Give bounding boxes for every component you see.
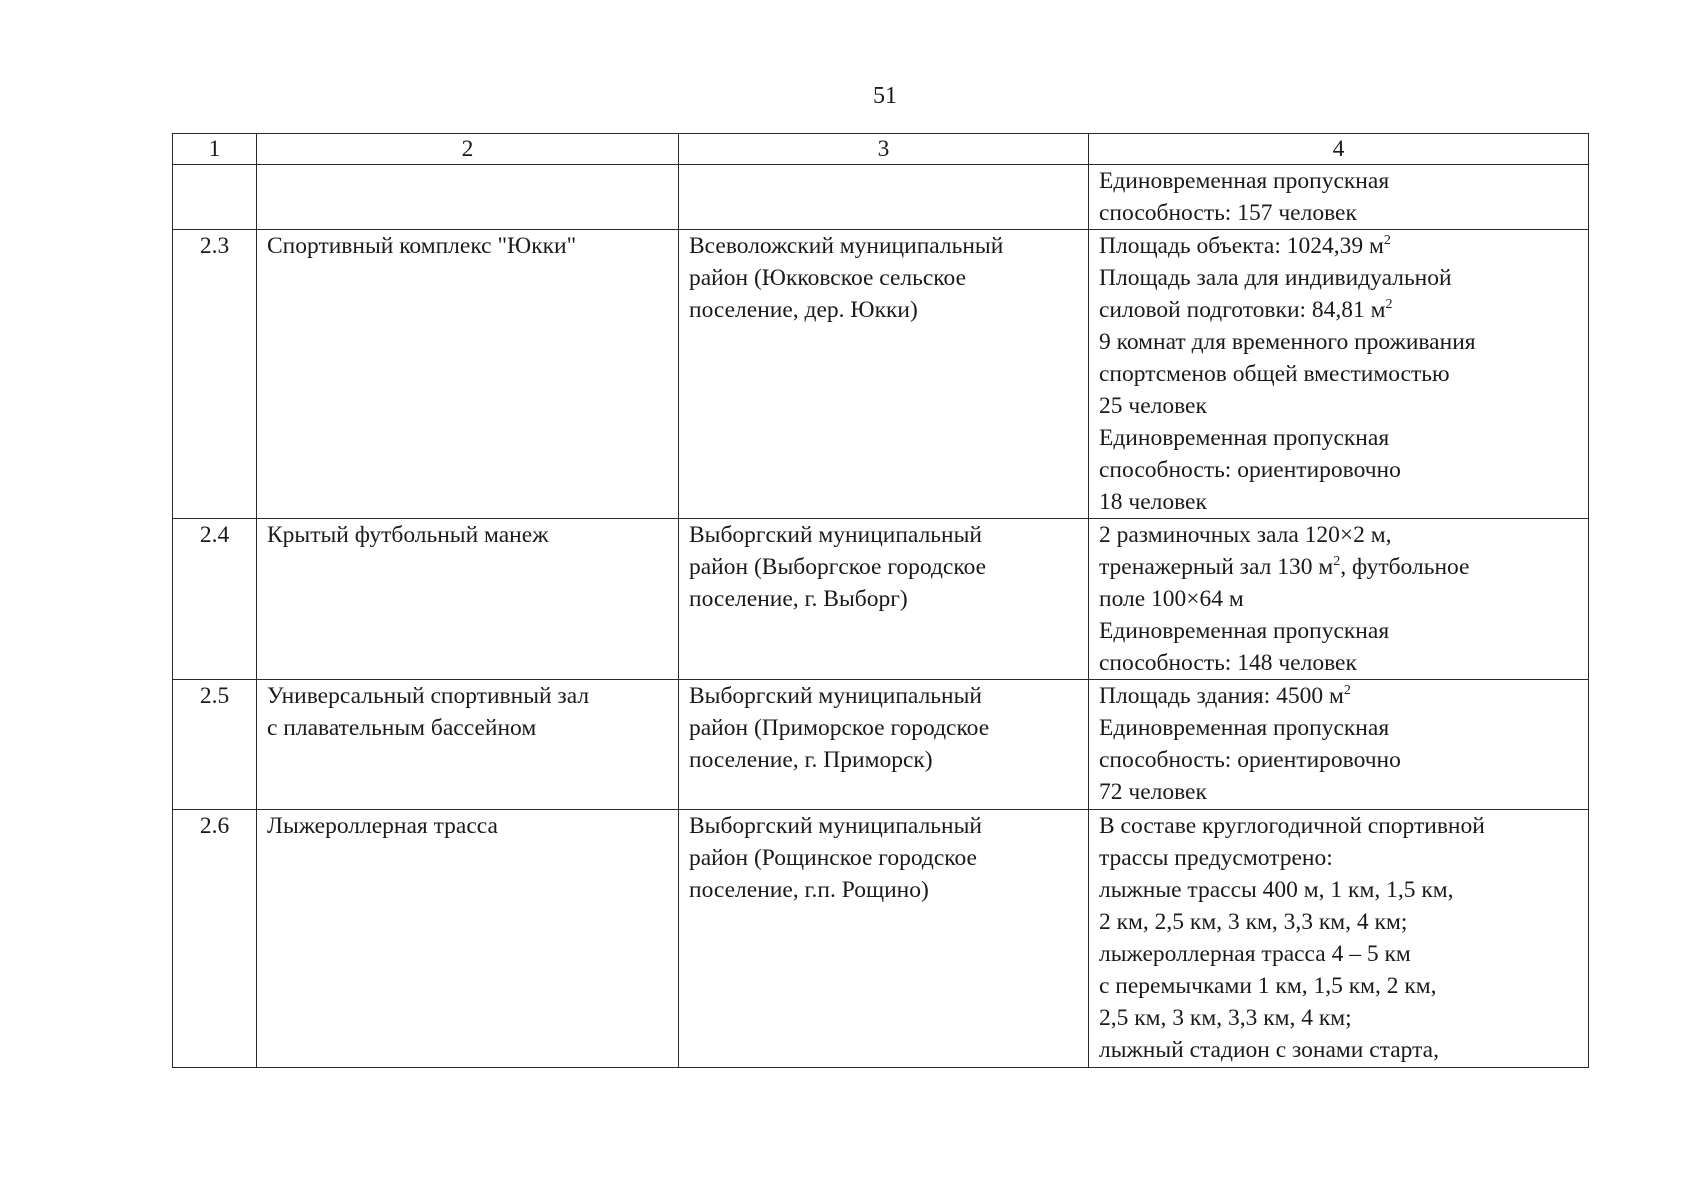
- location-line: поселение, г. Выборг): [689, 586, 908, 612]
- superscript: 2: [1333, 554, 1341, 569]
- facility-name: [257, 519, 679, 680]
- details-line: 2,5 км, 3 км, 3,3 км, 4 км;: [1099, 1005, 1352, 1031]
- details-line: 18 человек: [1099, 489, 1207, 515]
- column-header-1: 1: [173, 134, 257, 165]
- facility-location: [679, 230, 1089, 519]
- details-line: спортсменов общей вместимостью: [1099, 361, 1450, 387]
- table-row: [173, 230, 1589, 519]
- details-line: 72 человек: [1099, 779, 1207, 805]
- table-row: [173, 165, 1589, 230]
- details-line: 2 разминочных зала 120×2 м,: [1099, 522, 1392, 548]
- location-line: Всеволожский муниципальный: [689, 233, 1004, 259]
- details-line: способность: 148 человек: [1099, 650, 1357, 676]
- facility-location: [679, 165, 1089, 230]
- name-line: Универсальный спортивный зал: [267, 683, 590, 709]
- superscript: 2: [1385, 297, 1393, 312]
- location-line: поселение, дер. Юкки): [689, 297, 918, 323]
- facilities-table: [172, 133, 1589, 1068]
- facility-location: [679, 519, 1089, 680]
- details-line: способность: 157 человек: [1099, 200, 1357, 226]
- name-line: с плавательным бассейном: [267, 715, 537, 741]
- location-line: поселение, г.п. Рощино): [689, 877, 929, 903]
- details-line: лыжный стадион с зонами старта,: [1099, 1037, 1439, 1063]
- facility-details: [1089, 230, 1589, 519]
- location-line: район (Выборгское городское: [689, 554, 987, 580]
- details-line: 25 человек: [1099, 393, 1207, 419]
- details-line: Площадь зала для индивидуальной: [1099, 265, 1452, 291]
- details-line: с перемычками 1 км, 1,5 км, 2 км,: [1099, 973, 1437, 999]
- row-number: 2.4: [173, 519, 257, 680]
- details-line: Единовременная пропускная: [1099, 715, 1390, 741]
- name-line: Лыжероллерная трасса: [267, 813, 498, 839]
- details-line: Единовременная пропускная: [1099, 425, 1390, 451]
- facility-name: [257, 230, 679, 519]
- facility-name: [257, 810, 679, 1068]
- row-number: [173, 165, 257, 230]
- details-line: силовой подготовки: 84,81 $м^2$: [1099, 297, 1393, 323]
- row-number: 2.5: [173, 680, 257, 810]
- location-line: Выборгский муниципальный: [689, 522, 982, 548]
- details-line: В составе круглогодичной спортивной: [1099, 813, 1485, 839]
- facility-details: [1089, 680, 1589, 810]
- details-line: Единовременная пропускная: [1099, 168, 1390, 194]
- table-row: [173, 519, 1589, 680]
- name-line: Крытый футбольный манеж: [267, 522, 549, 548]
- details-line: Единовременная пропускная: [1099, 618, 1390, 644]
- facility-details: [1089, 519, 1589, 680]
- location-line: район (Юкковское сельское: [689, 265, 966, 291]
- details-line: лыжероллерная трасса 4 – 5 км: [1099, 941, 1411, 967]
- details-line: 9 комнат для временного проживания: [1099, 329, 1476, 355]
- details-line: лыжные трассы 400 м, 1 км, 1,5 км,: [1099, 877, 1454, 903]
- details-line: способность: ориентировочно: [1099, 747, 1401, 773]
- facility-location: [679, 810, 1089, 1068]
- details-line: способность: ориентировочно: [1099, 457, 1401, 483]
- superscript: 2: [1383, 233, 1391, 248]
- table-row: [173, 680, 1589, 810]
- location-line: район (Рощинское городское: [689, 845, 977, 871]
- page-number: 51: [873, 83, 897, 109]
- facility-details: [1089, 810, 1589, 1068]
- details-line: трассы предусмотрено:: [1099, 845, 1333, 871]
- facility-details: [1089, 165, 1589, 230]
- location-line: поселение, г. Приморск): [689, 747, 933, 773]
- details-line: 2 км, 2,5 км, 3 км, 3,3 км, 4 км;: [1099, 909, 1408, 935]
- superscript: 2: [1343, 683, 1351, 698]
- name-line: Спортивный комплекс "Юкки": [267, 233, 577, 259]
- location-line: район (Приморское городское: [689, 715, 990, 741]
- row-number: 2.6: [173, 810, 257, 1068]
- table-row: [173, 810, 1589, 1068]
- details-line: поле 100×64 м: [1099, 586, 1244, 612]
- table-header-row: [173, 134, 1589, 165]
- details-line: Площадь объекта: 1024,39 $м^2$: [1099, 233, 1391, 259]
- facility-name: [257, 680, 679, 810]
- facility-name: [257, 165, 679, 230]
- details-line: Площадь здания: 4500 $м^2$: [1099, 683, 1351, 709]
- details-line: тренажерный зал 130 $м^2$, футбольное: [1099, 554, 1470, 580]
- facility-location: [679, 680, 1089, 810]
- row-number: 2.3: [173, 230, 257, 519]
- location-line: Выборгский муниципальный: [689, 813, 982, 839]
- column-header-4: 4: [1089, 134, 1589, 165]
- column-header-3: 3: [679, 134, 1089, 165]
- column-header-2: 2: [257, 134, 679, 165]
- location-line: Выборгский муниципальный: [689, 683, 982, 709]
